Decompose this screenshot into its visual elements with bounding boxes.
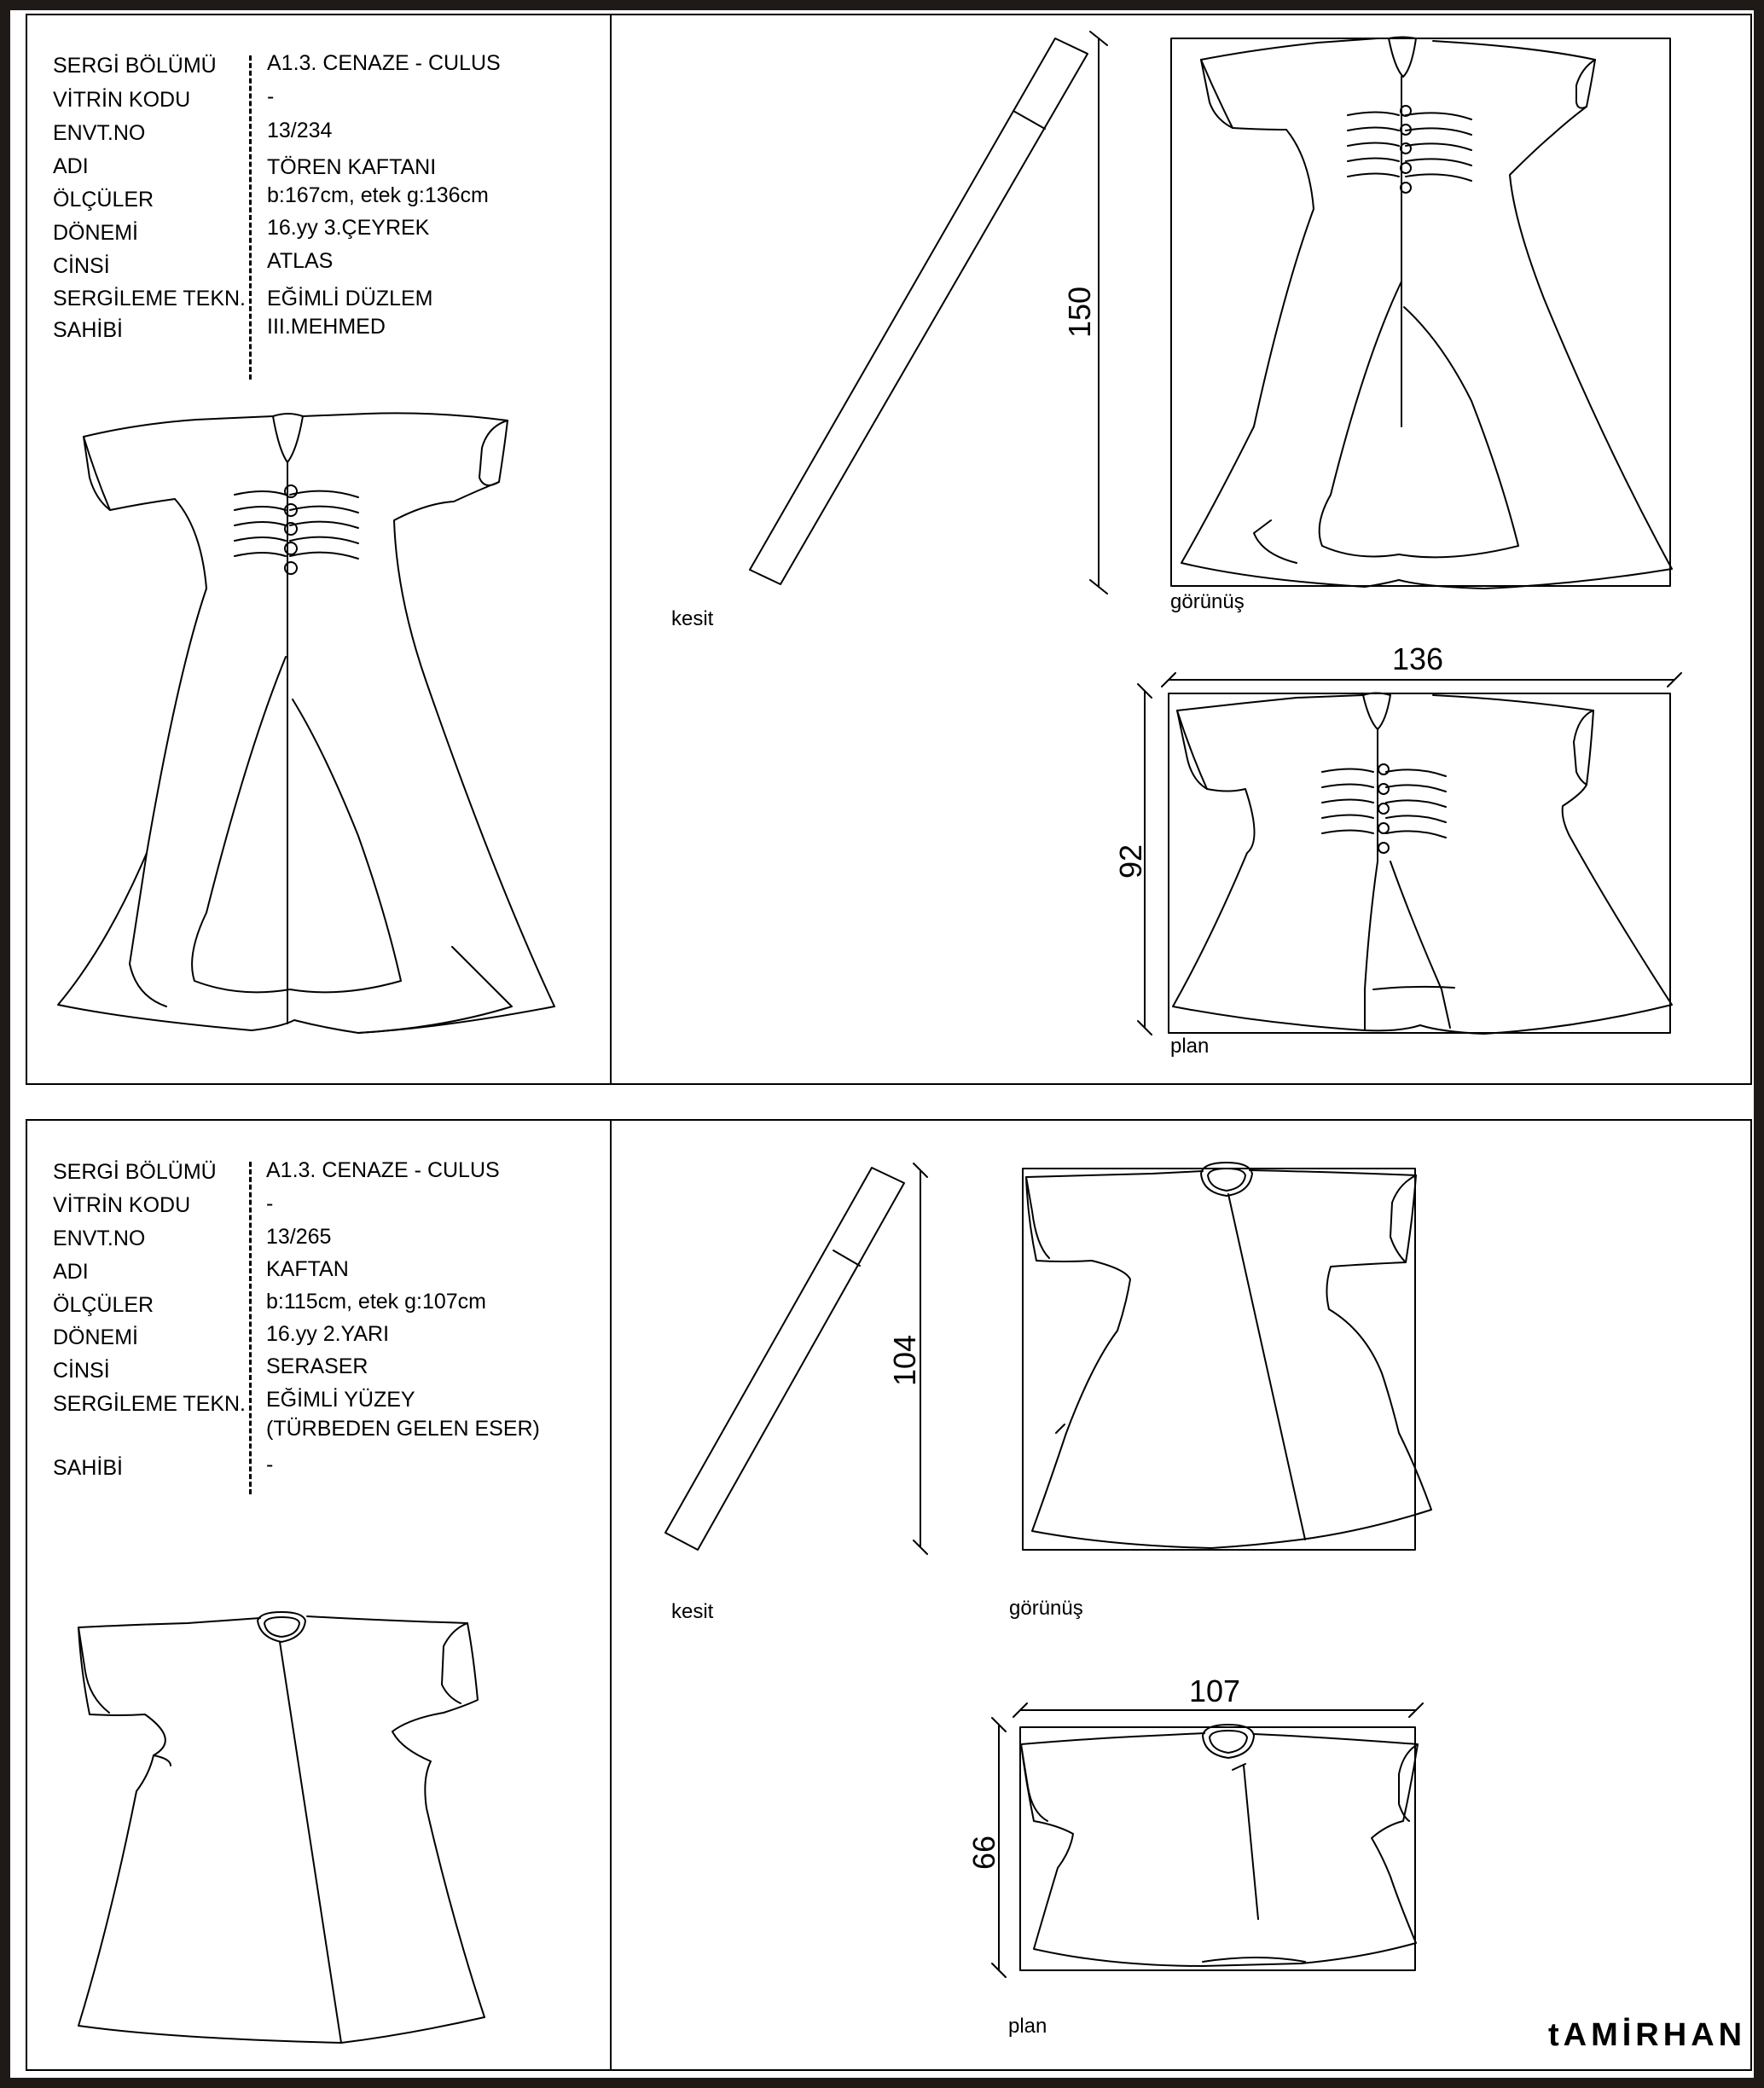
value-period: 16.yy 3.ÇEYREK [267, 216, 430, 240]
elevation-caption: görünüş [1009, 1597, 1083, 1620]
label-owner: SAHİBİ [53, 1456, 123, 1480]
value-material: SERASER [266, 1354, 368, 1378]
value-name: KAFTAN [266, 1257, 349, 1281]
plan-height-dimension: 66 [966, 1835, 1001, 1870]
plan-caption: plan [1008, 2015, 1047, 2038]
value-section: A1.3. CENAZE - CULUS [267, 51, 501, 75]
section-dimension: 104 [887, 1334, 922, 1386]
label-name: ADI [53, 1260, 89, 1284]
label-inventory: ENVT.NO [53, 121, 146, 145]
label-inventory: ENVT.NO [53, 1227, 146, 1250]
value-name: TÖREN KAFTANI [267, 155, 437, 179]
sheet-1-section-drawing [750, 32, 1107, 594]
sheet-2-elevation-drawing [1023, 1163, 1431, 1550]
brand-logo: tAMİRHAN [1548, 2017, 1747, 2053]
sheet-1-plan-drawing [1138, 673, 1681, 1035]
section-dimension: 150 [1062, 286, 1097, 338]
label-dimensions: ÖLÇÜLER [53, 188, 154, 212]
sheet-2-plan-drawing [992, 1703, 1423, 1977]
plan-width-dimension: 136 [1392, 641, 1444, 676]
sheet-1-kaftan-front-view [58, 413, 554, 1033]
label-case-code: VİTRİN KODU [53, 1193, 191, 1217]
label-material: CİNSİ [53, 254, 110, 278]
value-owner: - [266, 1453, 274, 1476]
label-technique: SERGİLEME TEKN. [53, 1392, 246, 1416]
label-case-code: VİTRİN KODU [53, 88, 191, 112]
label-owner: SAHİBİ [53, 318, 123, 342]
value-inventory: 13/265 [266, 1225, 332, 1249]
value-technique: EĞİMLİ YÜZEY [266, 1388, 415, 1412]
sheet-1-elevation-drawing [1171, 38, 1672, 589]
plan-height-dimension: 92 [1113, 844, 1148, 879]
plan-caption: plan [1170, 1035, 1210, 1058]
value-period: 16.yy 2.YARI [266, 1322, 390, 1346]
value-inventory: 13/234 [267, 119, 333, 142]
value-dimensions: b:167cm, etek g:136cm [267, 183, 489, 207]
section-caption: kesit [671, 1600, 714, 1623]
label-material: CİNSİ [53, 1359, 110, 1383]
label-period: DÖNEMİ [53, 221, 138, 245]
value-owner: III.MEHMED [267, 315, 386, 339]
value-case-code: - [267, 84, 275, 108]
value-dimensions: b:115cm, etek g:107cm [266, 1290, 487, 1314]
label-name: ADI [53, 154, 89, 178]
value-technique: EĞİMLİ DÜZLEM [267, 287, 433, 310]
value-material: ATLAS [267, 249, 334, 273]
label-dimensions: ÖLÇÜLER [53, 1293, 154, 1317]
plan-width-dimension: 107 [1189, 1673, 1241, 1708]
label-period: DÖNEMİ [53, 1325, 138, 1349]
value-case-code: - [266, 1192, 274, 1215]
value-section: A1.3. CENAZE - CULUS [266, 1158, 500, 1182]
section-caption: kesit [671, 607, 714, 630]
sheet-2-kaftan-front-view [78, 1612, 485, 2043]
label-section: SERGİ BÖLÜMÜ [53, 1160, 217, 1184]
value-technique-note: (TÜRBEDEN GELEN ESER) [266, 1417, 540, 1441]
label-section: SERGİ BÖLÜMÜ [53, 54, 217, 78]
label-technique: SERGİLEME TEKN. [53, 287, 246, 310]
elevation-caption: görünüş [1170, 590, 1245, 613]
